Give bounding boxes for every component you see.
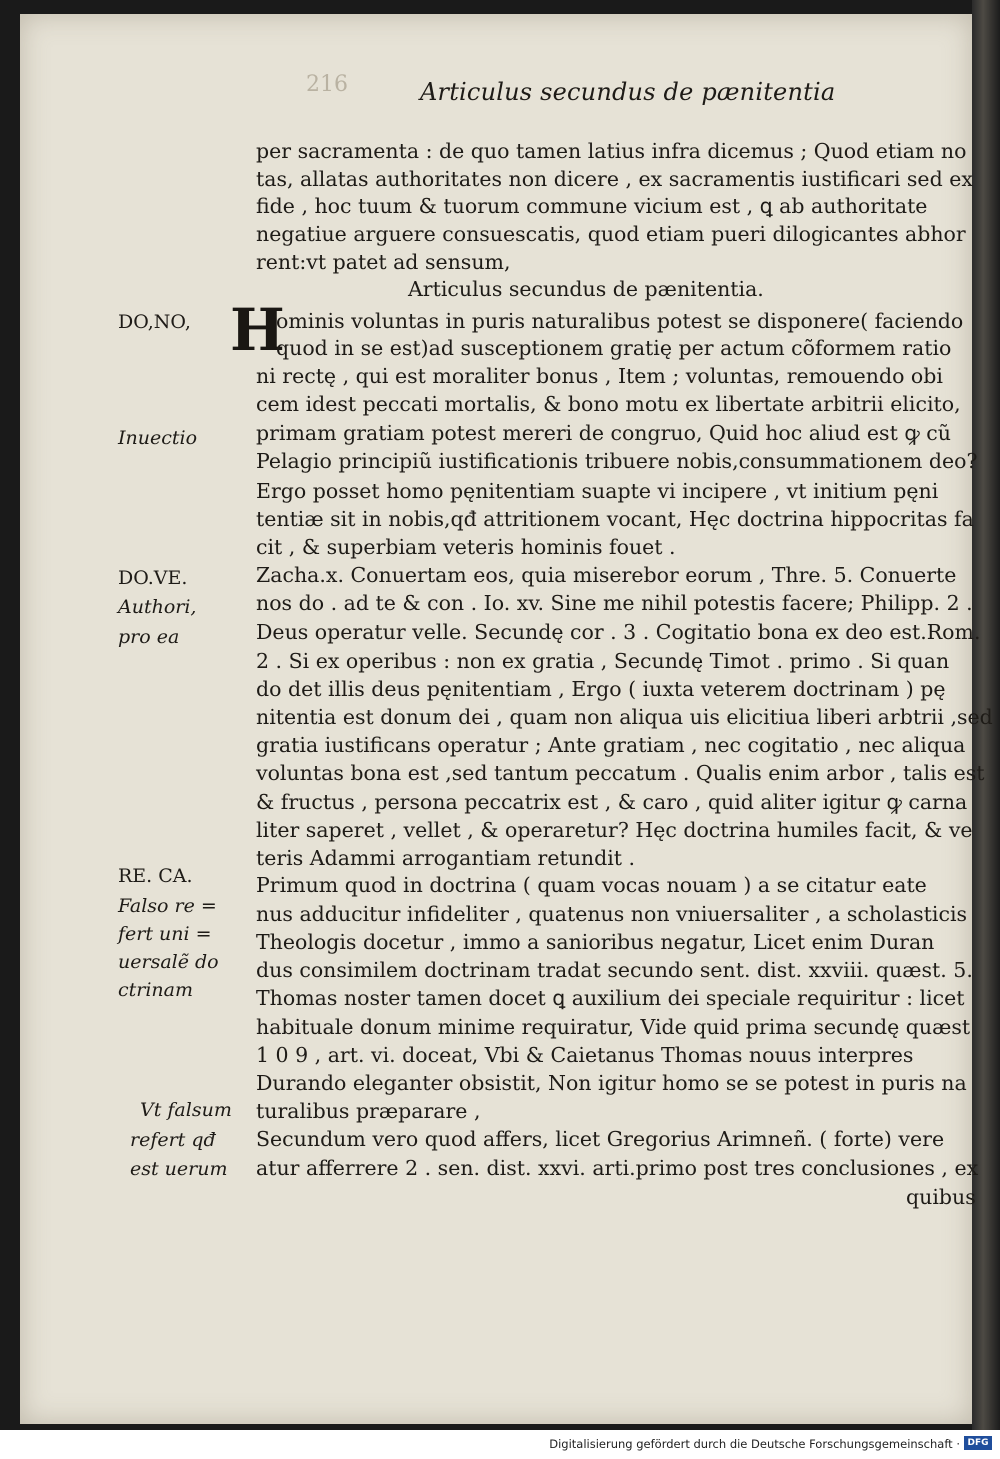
body-line: 2 . Si ex operibus : non ex gratia , Secundę Timot . primo . Si quan [256,649,950,673]
body-line: nitentia est donum dei , quam non aliqua uis elicitiua liberi arbtrii ,sed [256,705,993,729]
body-line: Deus operatur velle. Secundę cor . 3 . Cogitatio bona ex deo est.Rom. [256,620,981,644]
body-line: tas, allatas authoritates non dicere , ex sacramentis iustificari sed ex [256,167,973,191]
footer-credit: Digitalisierung gefördert durch die Deutsche Forschungsgemeinschaft · [549,1437,960,1451]
body-line: nos do . ad te & con . Io. xv. Sine me nihil potestis facere; Philipp. 2 . [256,591,973,615]
body-line: rent:vt patet ad sensum, [256,250,511,274]
body-line: ominis voluntas in puris naturalibus potest se disponere( faciendo [276,309,964,333]
body-line: quod in se est)ad susceptionem gratię per actum cõformem ratio [276,336,952,360]
drop-cap: H [230,296,285,364]
body-line: turalibus præparare , [256,1099,481,1123]
body-line: tentiæ sit in nobis,qđ attritionem vocant, Hęc doctrina hippocritas fa [256,507,974,531]
section-heading: Articulus secundus de pænitentia. [408,277,764,301]
body-line: 1 0 9 , art. vi. doceat, Vbi & Caietanus Thomas nouus interpres [256,1043,914,1067]
margin-note: uersalẽ do [118,951,219,973]
catchword: quibus [906,1185,976,1209]
body-line: liter saperet , vellet , & operaretur? Hęc doctrina humiles facit, & ve [256,818,973,842]
body-line: Zacha.x. Conuertam eos, quia miserebor eorum , Thre. 5. Conuerte [256,563,957,587]
margin-note: refert qđ [130,1129,216,1151]
footer-bar [0,1430,1000,1459]
body-line: gratia iustificans operatur ; Ante gratiam , nec cogitatio , nec aliqua [256,733,966,757]
body-line: cit , & superbiam veteris hominis fouet . [256,535,676,559]
body-line: nus adducitur infideliter , quatenus non vniuersaliter , a scholasticis [256,902,968,926]
body-line: Secundum vero quod affers, licet Gregorius Arimneñ. ( forte) vere [256,1127,945,1151]
margin-note: Falso re = [118,895,217,917]
running-head: Articulus secundus de pænitentia [420,78,836,106]
margin-note: DO,NO, [118,311,191,333]
body-line: teris Adammi arrogantiam retundit . [256,846,636,870]
page-number: 216 [306,72,348,97]
body-line: Durando eleganter obsistit, Non igitur homo se se potest in puris na [256,1071,967,1095]
margin-note: ctrinam [118,979,194,1001]
body-line: dus consimilem doctrinam tradat secundo sent. dist. xxviii. quæst. 5. [256,958,973,982]
body-line: per sacramenta : de quo tamen latius infra dicemus ; Quod etiam no [256,139,967,163]
body-line: Thomas noster tamen docet ꝗ auxilium dei speciale requiritur : licet [256,986,965,1010]
body-line: Primum quod in doctrina ( quam vocas nouam ) a se citatur eate [256,873,927,897]
body-line: negatiue arguere consuescatis, quod etiam pueri dilogicantes abhor [256,222,966,246]
body-line: Theologis docetur , immo a sanioribus negatur, Licet enim Duran [256,930,935,954]
margin-note: fert uni = [118,923,212,945]
dfg-logo-icon: DFG [964,1436,992,1450]
margin-note: Authori, [118,596,197,618]
margin-note: Vt falsum [140,1099,232,1121]
body-line: cem idest peccati mortalis, & bono motu ex libertate arbitrii elicito, [256,392,961,416]
body-line: Ergo posset homo pęnitentiam suapte vi incipere , vt initium pęni [256,479,939,503]
body-line: ni rectę , qui est moraliter bonus , Item ; voluntas, remouendo obi [256,364,943,388]
body-line: atur afferrere 2 . sen. dist. xxvi. arti.primo post tres conclusiones , ex [256,1156,979,1180]
body-line: voluntas bona est ,sed tantum peccatum . Qualis enim arbor , talis est [256,761,985,785]
body-line: fide , hoc tuum & tuorum commune vicium est , ꝗ ab authoritate [256,194,928,218]
margin-note: est uerum [130,1158,228,1180]
body-line: habituale donum minime requiratur, Vide quid prima secundę quæst [256,1015,971,1039]
body-line: primam gratiam potest mereri de congruo, Quid hoc aliud est ꝙ cũ [256,421,951,445]
margin-note: Inuectio [118,427,198,449]
body-line: Pelagio principiũ iustificationis tribuere nobis,consummationem deo? [256,449,978,473]
margin-note: RE. CA. [118,865,193,887]
margin-note: pro ea [118,626,180,648]
body-line: do det illis deus pęnitentiam , Ergo ( iuxta veterem doctrinam ) pę [256,677,946,701]
margin-note: DO.VE. [118,567,188,589]
body-line: & fructus , persona peccatrix est , & caro , quid aliter igitur ꝙ carna [256,790,968,814]
